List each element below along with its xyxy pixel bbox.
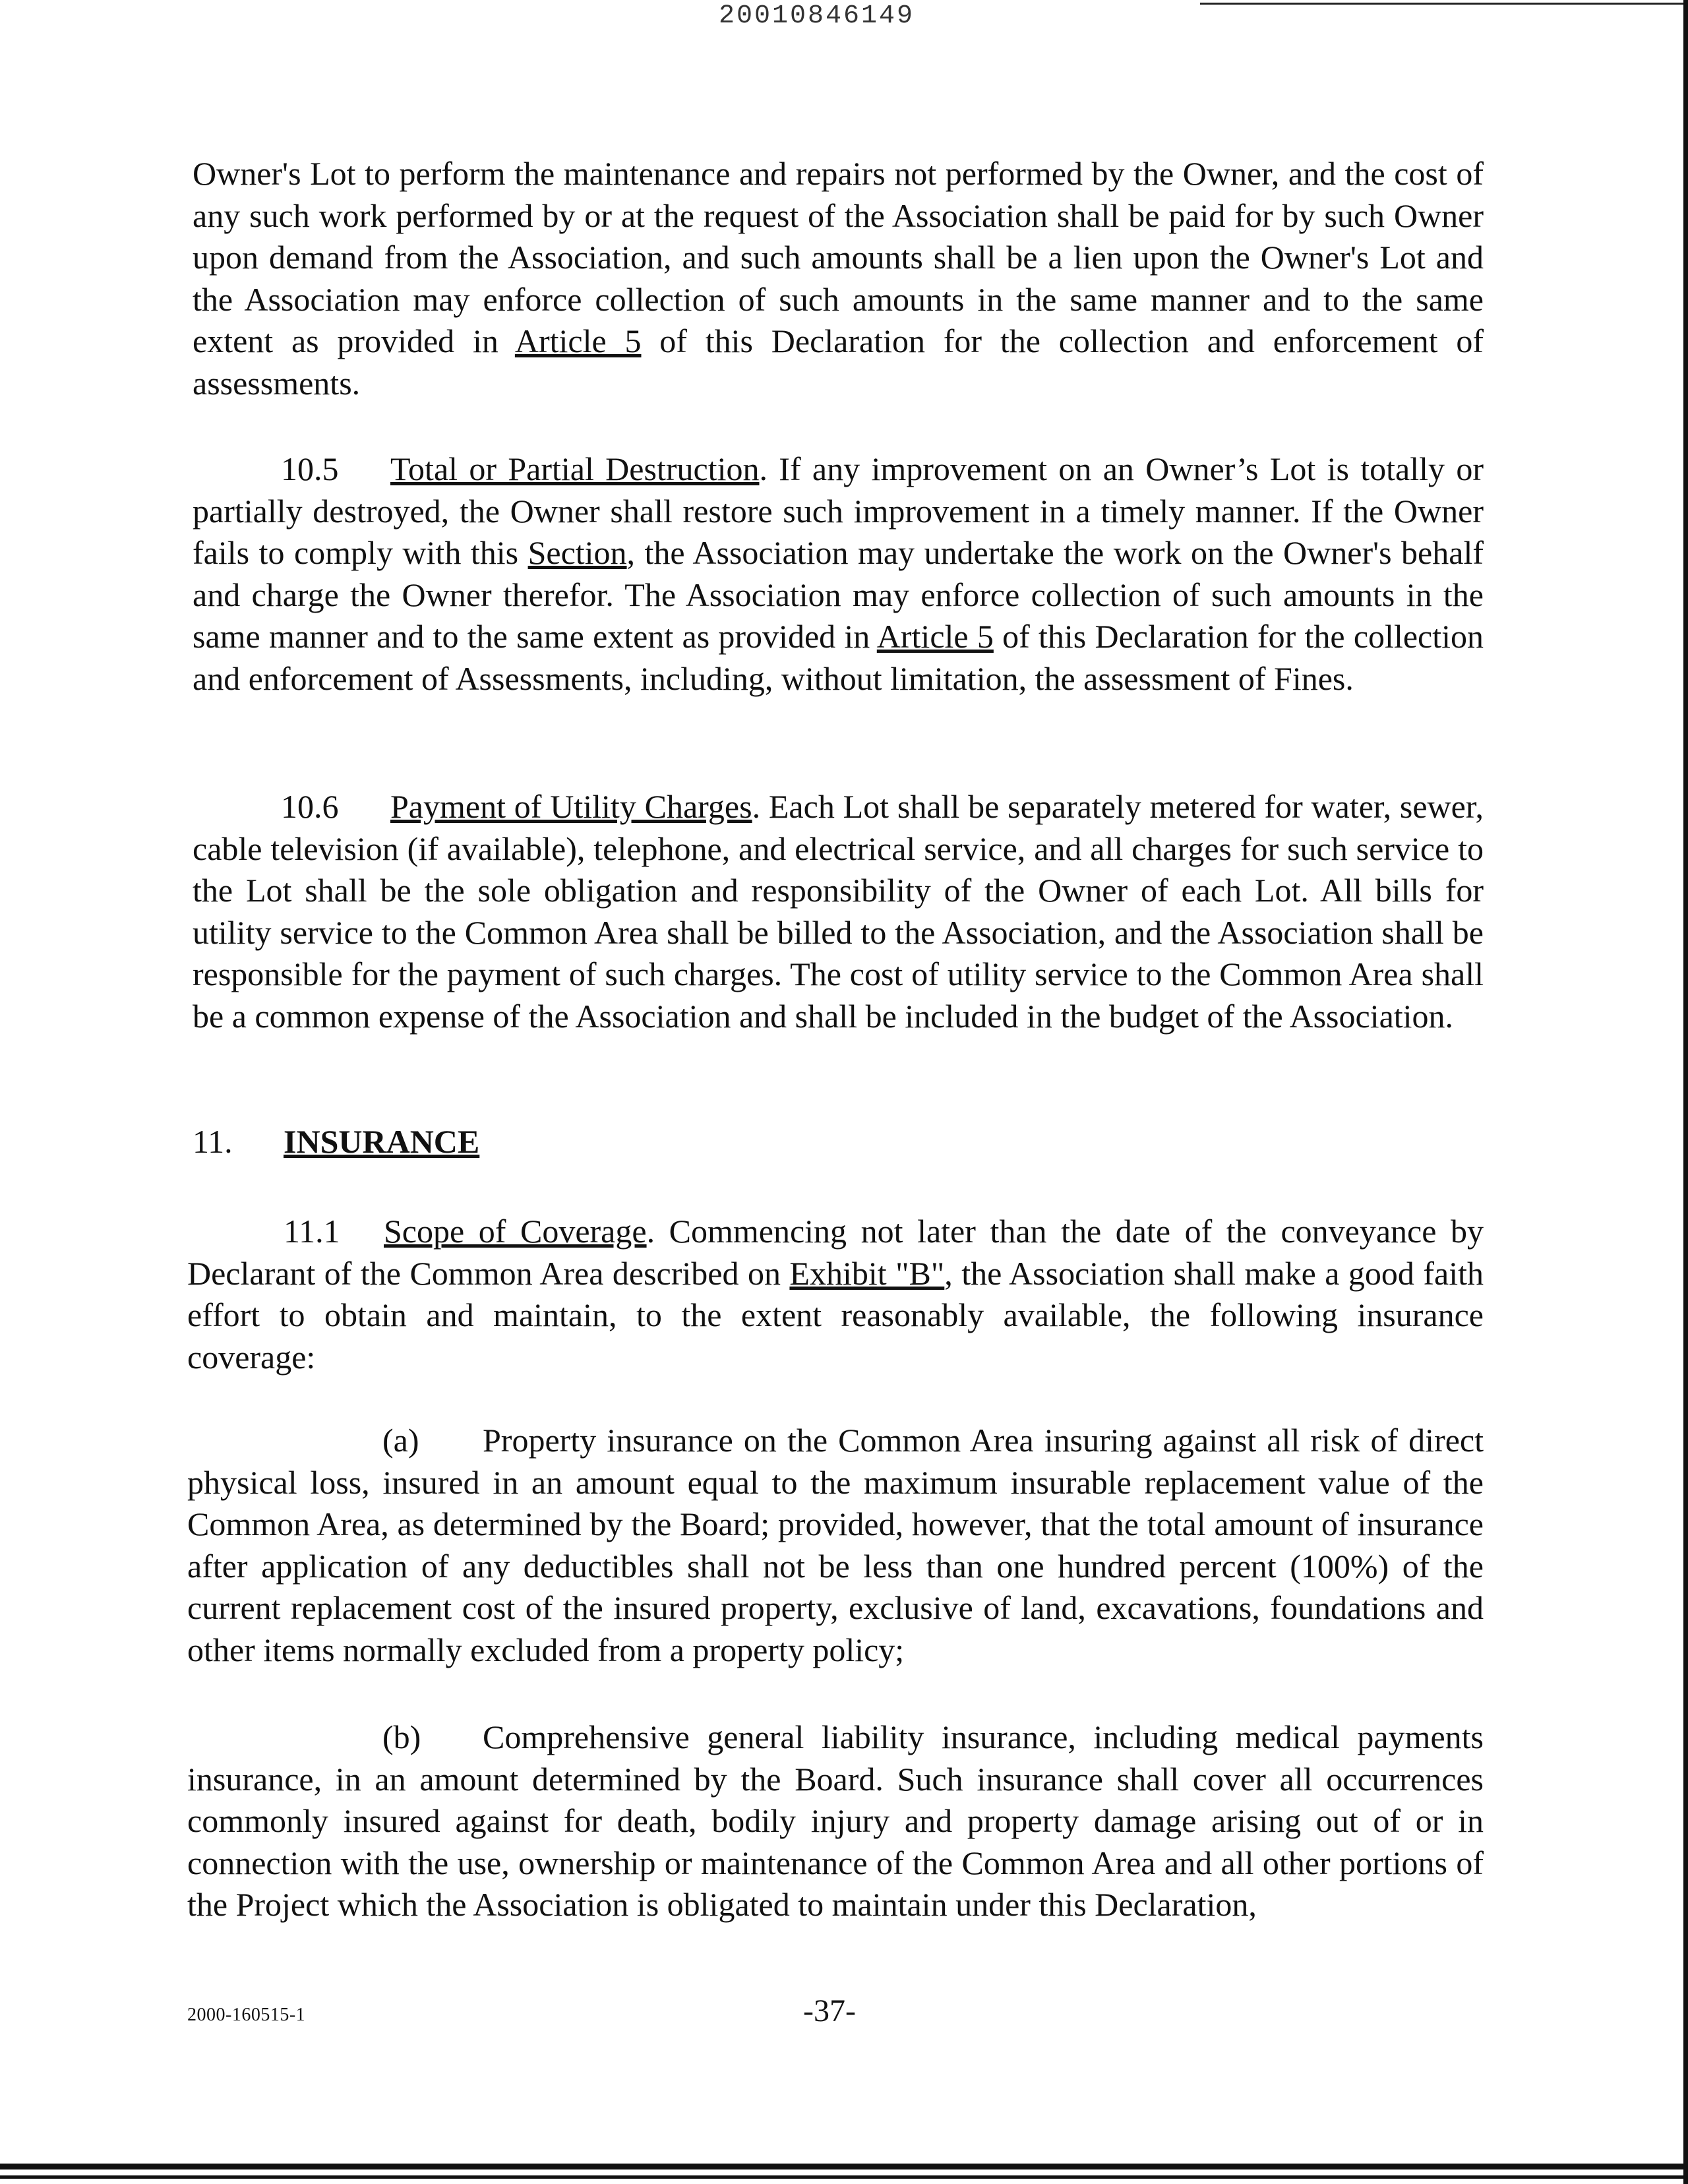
section-11-heading [193, 1121, 479, 1163]
section-text-a: . If any improvement on an Owner’s Lot is totally or partially destroyed, the Owner shall restore such improvement in a timely manner. If the Owner fails to comply with this [193, 450, 1484, 571]
section-title: Scope of Coverage [384, 1213, 647, 1250]
section-title: Total or Partial Destruction [390, 450, 760, 487]
article-5-reference: Article 5 [876, 618, 994, 655]
section-text-a: . Commencing not later than the date of the conveyance by Declarant of the Common Area described on [187, 1213, 1484, 1292]
section-number: 11.1 [284, 1213, 340, 1250]
page-number: -37- [803, 1993, 856, 2028]
section-text-b: , the Association shall make a good faith effort to obtain and maintain, to the extent reasonably available, the following insurance coverage: [187, 1254, 1484, 1376]
item-text: Property insurance on the Common Area insuring against all risk of direct physical loss, insured in an amount equal to the maximum insurable replacement value of the Common Area, as determined by the Board; provided, however, that the total amount of insurance after application of any deductibles shall not be less than one hundred percent (100%) of the current replacement cost of the insured property, exclusive of land, excavations, foundations and other items normally excluded from a property policy; [187, 1422, 1484, 1668]
section-title: Payment of Utility Charges [390, 788, 752, 825]
bottom-edge-rule-secondary [0, 2175, 1688, 2179]
heading-title: INSURANCE [284, 1123, 480, 1160]
section-text-b: , the Association may undertake the work on the Owner's behalf and charge the Owner therefor. The Association may enforce collection of such amounts in the same manner and to the same extent as provided in [193, 534, 1484, 655]
paragraph-owners-lot [193, 153, 1484, 404]
right-edge-rule [1683, 0, 1688, 2184]
section-number: 10.5 [281, 450, 339, 487]
item-label: (b) [382, 1718, 421, 1755]
document-number: 20010846149 [719, 1, 915, 31]
section-number: 10.6 [281, 788, 339, 825]
exhibit-b-reference: Exhibit "B" [789, 1254, 945, 1292]
footer-document-id: 2000-160515-1 [187, 2005, 306, 2025]
section-text-c: of this Declaration for the collection and enforcement of Assessments, including, without limitation, the assessment of Fines. [193, 618, 1484, 697]
heading-number: 11. [193, 1123, 233, 1160]
top-edge-rule [1200, 3, 1688, 5]
paragraph-text: Owner's Lot to perform the maintenance and repairs not performed by the Owner, and the cost of any such work performed by or at the request of the Association shall be paid for by such Owner upon demand from the Association, and such amounts shall be a lien upon the Owner's Lot and the Association may enforce collection of such amounts in the same manner and to the same extent as provided in [193, 155, 1484, 359]
item-label: (a) [382, 1422, 419, 1459]
bottom-edge-rule [0, 2164, 1688, 2169]
article-5-reference: Article 5 [514, 322, 642, 359]
section-reference: Section [528, 534, 627, 571]
item-text: Comprehensive general liability insurance, including medical payments insurance, in an amount determined by the Board. Such insurance shall cover all occurrences commonly insured against for death, bodily injury and property damage arising out of or in connection with the use, ownership or maintenance of the Common Area and all other portions of the Project which the Association is obligated to maintain under this Declaration, [187, 1718, 1484, 1923]
item-a [187, 1420, 1484, 1671]
paragraph-text-end: of this Declaration for the collection and enforcement of assessments. [193, 322, 1484, 402]
item-b [187, 1716, 1484, 1926]
section-text: . Each Lot shall be separately metered for water, sewer, cable television (if available), telephone, and electrical service, and all charges for such service to the Lot shall be the sole obligation and responsibility of the Owner of each Lot. All bills for utility service to the Common Area shall be billed to the Association, and the Association shall be responsible for the payment of such charges. The cost of utility service to the Common Area shall be a common expense of the Association and shall be included in the budget of the Association. [193, 788, 1484, 1035]
section-10-5 [193, 448, 1484, 700]
section-11-1 [187, 1211, 1484, 1378]
section-10-6 [193, 786, 1484, 1037]
